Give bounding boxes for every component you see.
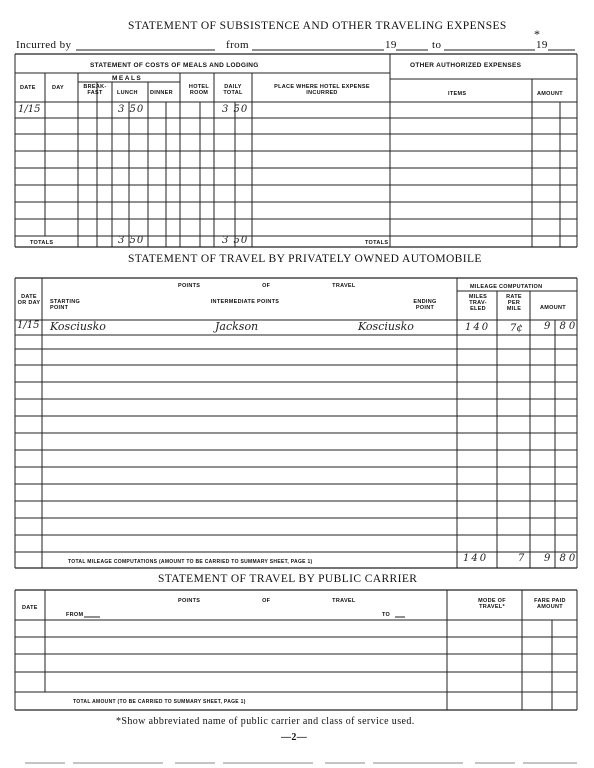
col-hotel-room: HOTEL ROOM [188, 84, 210, 96]
meals-totals-label: TOTALS [30, 240, 54, 246]
meals-row1-lunch: 3 50 [118, 104, 145, 115]
auto-col-miles: MILES TRAV- ELED [468, 294, 488, 312]
meals-total-lunch: 3 50 [118, 235, 145, 246]
col-items: ITEMS [448, 91, 467, 97]
carrier-col-mode: MODE OF TRAVEL* [478, 598, 506, 610]
auto-points-of-travel: POINTS OF TRAVEL [178, 283, 356, 289]
form-title: STATEMENT OF SUBSISTENCE AND OTHER TRAVELING EXPENSES [128, 20, 507, 32]
col-daily-total: DAILY TOTAL [223, 84, 243, 96]
from-label: from [226, 39, 249, 51]
auto-row1-date: 1/15 [17, 320, 40, 331]
auto-row1-amount: 9 80 [544, 321, 579, 332]
incurred-by-label: Incurred by [16, 39, 72, 51]
auto-col-rate: RATE PER MILE [506, 294, 522, 312]
col-day: DAY [52, 85, 65, 91]
auto-row1-ending: Kosciusko [358, 320, 414, 333]
auto-col-date: DATE OR DAY [17, 294, 41, 306]
col-date: DATE [20, 85, 36, 91]
footnote: *Show abbreviated name of public carrier and class of service used. [116, 716, 415, 727]
to-label: to [432, 39, 442, 51]
auto-row1-rate: 7¢ [510, 323, 523, 334]
meals-total-daily: 3 50 [222, 235, 249, 246]
other-expenses-title: OTHER AUTHORIZED EXPENSES [410, 62, 522, 69]
auto-total-rate: 7 [518, 553, 525, 564]
col-breakfast: BREAK- FAST [83, 84, 107, 96]
auto-row1-intermediate: Jackson [215, 320, 259, 333]
auto-row1-start: Kosciusko [50, 320, 106, 333]
meals-row1-daily-total: 3 50 [222, 104, 249, 115]
page-number: —2— [281, 732, 308, 743]
col-dinner: DINNER [150, 90, 173, 96]
auto-mileage-computation: MILEAGE COMPUTATION [470, 284, 543, 290]
auto-col-amount: AMOUNT [540, 305, 566, 311]
auto-section-title: STATEMENT OF TRAVEL BY PRIVATELY OWNED AUTOMOBILE [128, 253, 482, 265]
meals-section-title: STATEMENT OF COSTS OF MEALS AND LODGING [90, 62, 259, 69]
carrier-points-of-travel: POINTS OF TRAVEL [178, 598, 356, 604]
carrier-to-label: TO [382, 612, 391, 618]
auto-total-miles: 140 [463, 553, 489, 564]
corner-mark: * [534, 27, 540, 41]
carrier-total-label: TOTAL AMOUNT (TO BE CARRIED TO SUMMARY SHEET, PAGE 1) [73, 699, 246, 705]
carrier-col-date: DATE [22, 605, 38, 611]
carrier-col-fare: FARE PAID AMOUNT [534, 598, 566, 610]
col-place-incurred: PLACE WHERE HOTEL EXPENSE INCURRED [274, 84, 370, 96]
other-totals-label: TOTALS [365, 240, 389, 246]
auto-col-intermediate: INTERMEDIATE POINTS [210, 299, 280, 305]
auto-col-ending: ENDING POINT [413, 299, 437, 311]
meals-group-header: MEALS [112, 75, 143, 82]
auto-total-label: TOTAL MILEAGE COMPUTATIONS (AMOUNT TO BE CARRIED TO SUMMARY SHEET, PAGE 1) [68, 559, 313, 565]
meals-row1-date: 1/15 [18, 104, 41, 115]
col-amount: AMOUNT [537, 91, 563, 97]
year-label-1: 19 [385, 39, 397, 51]
auto-col-start: STARTING POINT [50, 299, 81, 311]
carrier-from-label: FROM [66, 612, 84, 618]
carrier-section-title: STATEMENT OF TRAVEL BY PUBLIC CARRIER [158, 573, 418, 585]
auto-total-amount: 9 80 [544, 553, 579, 564]
col-lunch: LUNCH [117, 90, 138, 96]
auto-row1-miles: 140 [465, 322, 491, 333]
year-label-2: 19 [536, 39, 548, 51]
